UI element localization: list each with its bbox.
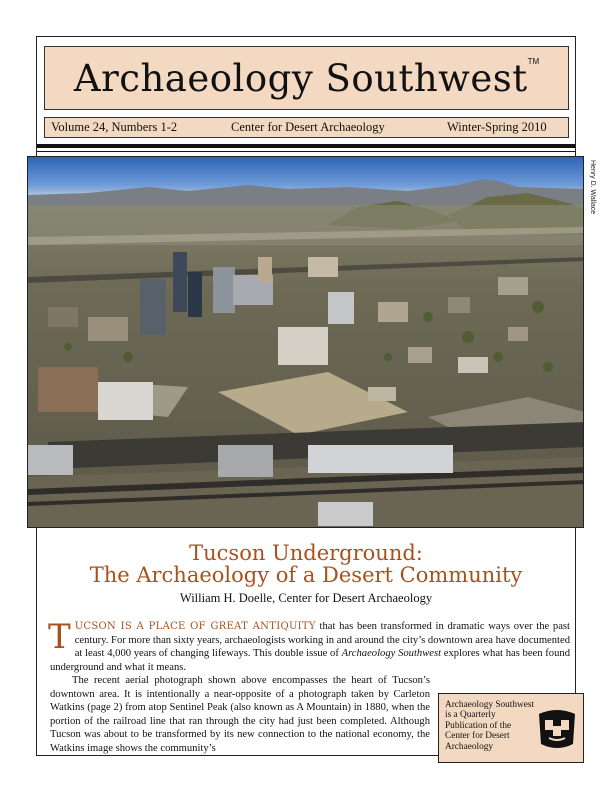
headline-line-1: Tucson Underground: — [189, 541, 423, 565]
volume-label: Volume 24, Numbers 1-2 — [51, 120, 178, 134]
season-label: Winter-Spring 2010 — [447, 120, 547, 134]
photo-credit-text: Henry D. Wallace — [589, 160, 596, 215]
info-line-5: Archaeology — [445, 741, 494, 752]
info-line-2: is a Quarterly — [445, 710, 496, 721]
trademark-mark: TM — [527, 57, 540, 66]
info-line-1: Archaeology Southwest — [445, 700, 535, 710]
masthead-title: Archaeology Southwest — [73, 57, 528, 100]
photo-credit — [585, 160, 597, 240]
center-for-desert-archaeology-logo-icon — [535, 708, 579, 755]
paragraph-1 — [48, 617, 571, 674]
paragraph-1-text-b: explores what has been found underground and what it means. — [50, 648, 570, 673]
publication-info-box — [438, 693, 584, 763]
issue-bar — [44, 117, 569, 138]
publisher-label: Center for Desert Archaeology — [231, 120, 385, 134]
paragraph-1-text-a: that has been transformed in dramatic ways over the past century. For more than sixty years, archaeologists working in and around the city’s downtown area have documented at least 4,000 years of changing lifeways. This double issue of — [74, 621, 571, 659]
paragraph-1-italic: Archaeology Southwest — [341, 648, 442, 659]
lead-in: UCSON IS A PLACE OF GREAT ANTIQUITY — [74, 621, 316, 632]
divider-thick — [37, 144, 575, 148]
info-line-3: Publication of the — [445, 720, 512, 731]
info-line-4: Center for Desert — [445, 731, 510, 742]
paragraph-2: The recent aerial photograph shown above encompasses the heart of Tucson’s downtown area. It is intentionally a near-opposite of a photograph taken by Carleton Watkins (page 2) from atop Sentinel Peak (also known as A Mountain) in 1880, when the portion of the railroad line that ran through the city had just been completed. Although Tucson was about to be transformed by its new connection to the national economy, the Watkins image shows the community’s — [50, 675, 430, 754]
headline-line-2: The Archaeology of a Desert Community — [89, 563, 523, 587]
byline: William H. Doelle, Center for Desert Archaeology — [179, 591, 433, 605]
drop-cap: T — [48, 617, 71, 657]
aerial-photo — [27, 156, 584, 528]
divider-thin — [37, 151, 575, 152]
publication-info-text — [445, 700, 537, 752]
masthead — [44, 46, 569, 110]
